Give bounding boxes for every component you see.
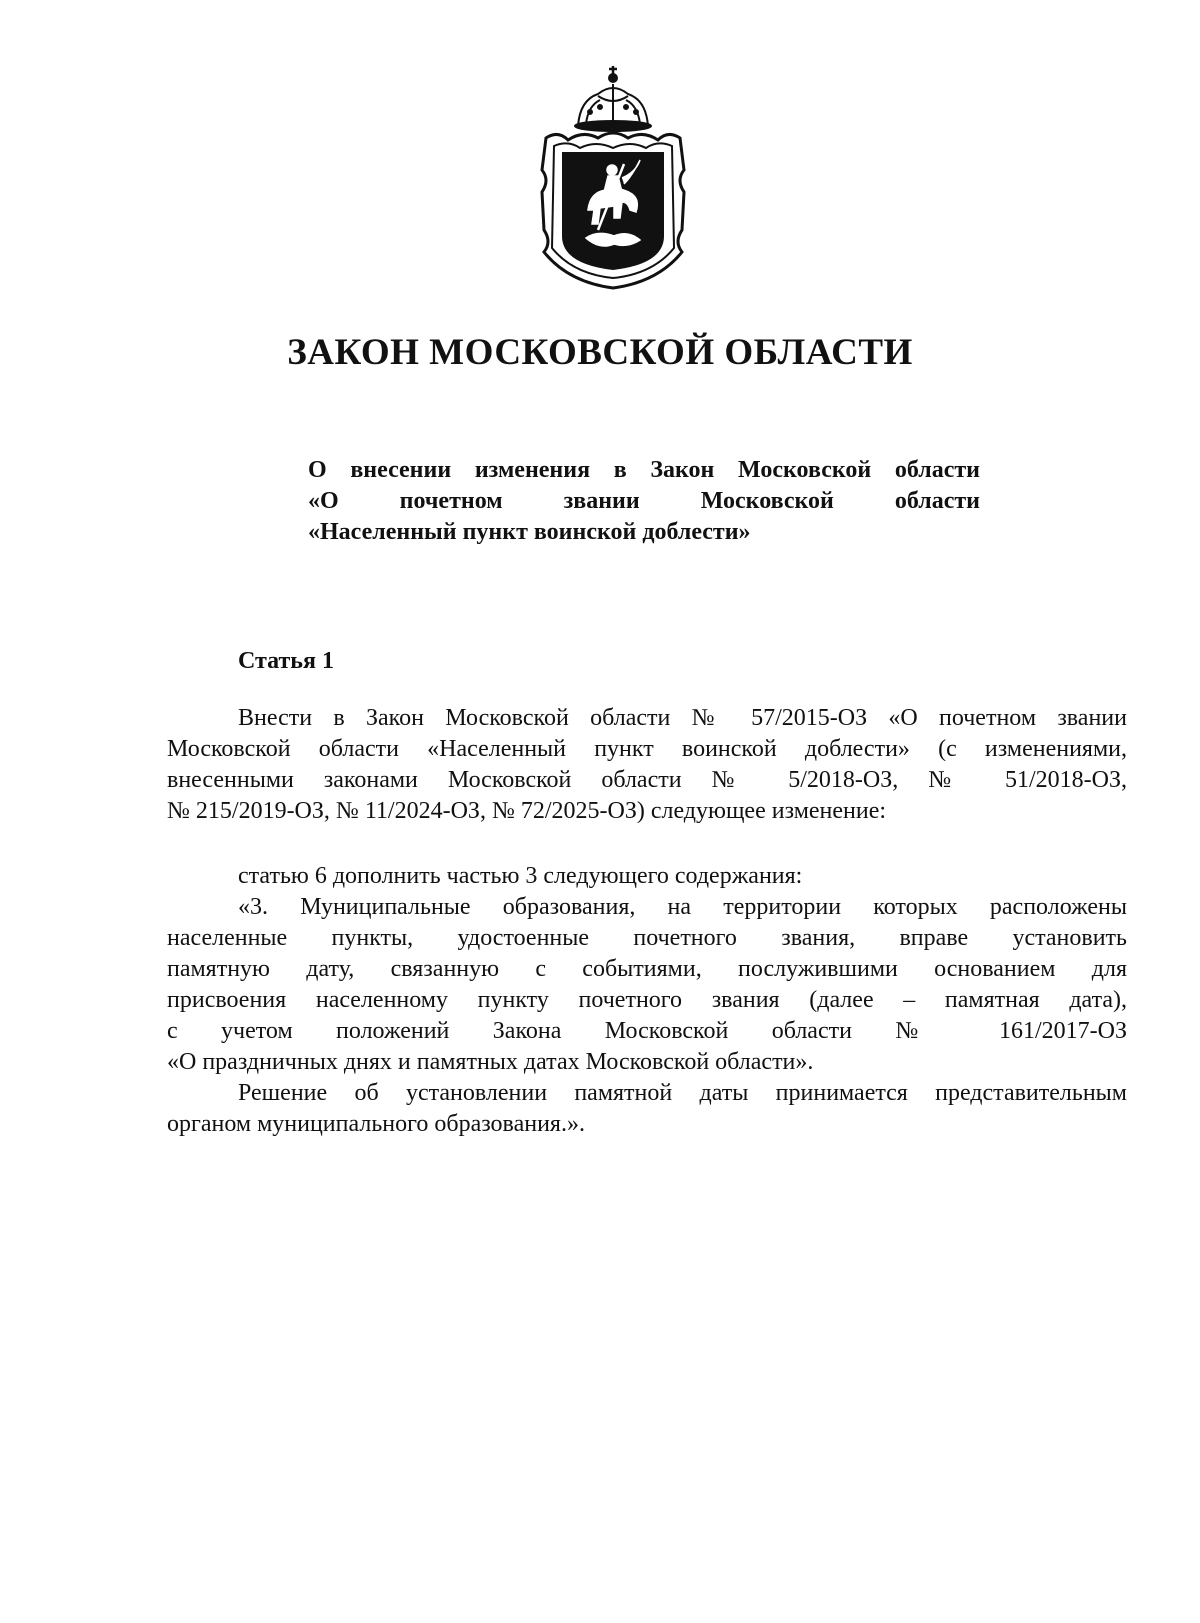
paragraph-line: «О праздничных днях и памятных датах Московской области». — [167, 1049, 814, 1075]
paragraph-line: Московской области «Населенный пункт воинской доблести» (с изменениями, — [167, 736, 1127, 762]
paragraph-line: памятную дату, связанную с событиями, послужившими основанием для — [167, 956, 1127, 982]
paragraph — [167, 703, 1127, 827]
paragraph-line: органом муниципального образования.». — [167, 1111, 585, 1137]
paragraph — [167, 861, 1127, 892]
paragraph-line: статью 6 дополнить частью 3 следующего содержания: — [238, 863, 803, 889]
paragraph-line: присвоения населенному пункту почетного звания (далее – памятная дата), — [167, 987, 1127, 1013]
paragraph — [167, 892, 1127, 1078]
paragraph-line: Решение об установлении памятной даты принимается представительным — [238, 1080, 1127, 1106]
paragraph-line: «3. Муниципальные образования, на территории которых расположены — [238, 894, 1127, 920]
article-body — [167, 703, 1127, 1140]
subtitle-line: «Населенный пункт воинской доблести» — [308, 519, 751, 545]
paragraph-line: населенные пункты, удостоенные почетного звания, вправе установить — [167, 925, 1127, 951]
document-subtitle — [308, 455, 980, 548]
document-title: ЗАКОН МОСКОВСКОЙ ОБЛАСТИ — [287, 332, 913, 373]
paragraph — [167, 1078, 1127, 1140]
subtitle-line: «О почетном звании Московской области — [308, 488, 980, 514]
paragraph-line: № 215/2019-ОЗ, № 11/2024-ОЗ, № 72/2025-ОЗ) следующее изменение: — [167, 798, 887, 824]
subtitle-line: О внесении изменения в Закон Московской области — [308, 457, 980, 483]
paragraph-line: с учетом положений Закона Московской области № 161/2017-ОЗ — [167, 1018, 1127, 1044]
paragraph-line: внесенными законами Московской области № 5/2018-ОЗ, № 51/2018-ОЗ, — [167, 767, 1127, 793]
paragraph-line: Внести в Закон Московской области № 57/2015-ОЗ «О почетном звании — [238, 705, 1127, 731]
article-heading: Статья 1 — [238, 648, 334, 674]
moscow-oblast-coat-of-arms-icon — [528, 60, 698, 290]
